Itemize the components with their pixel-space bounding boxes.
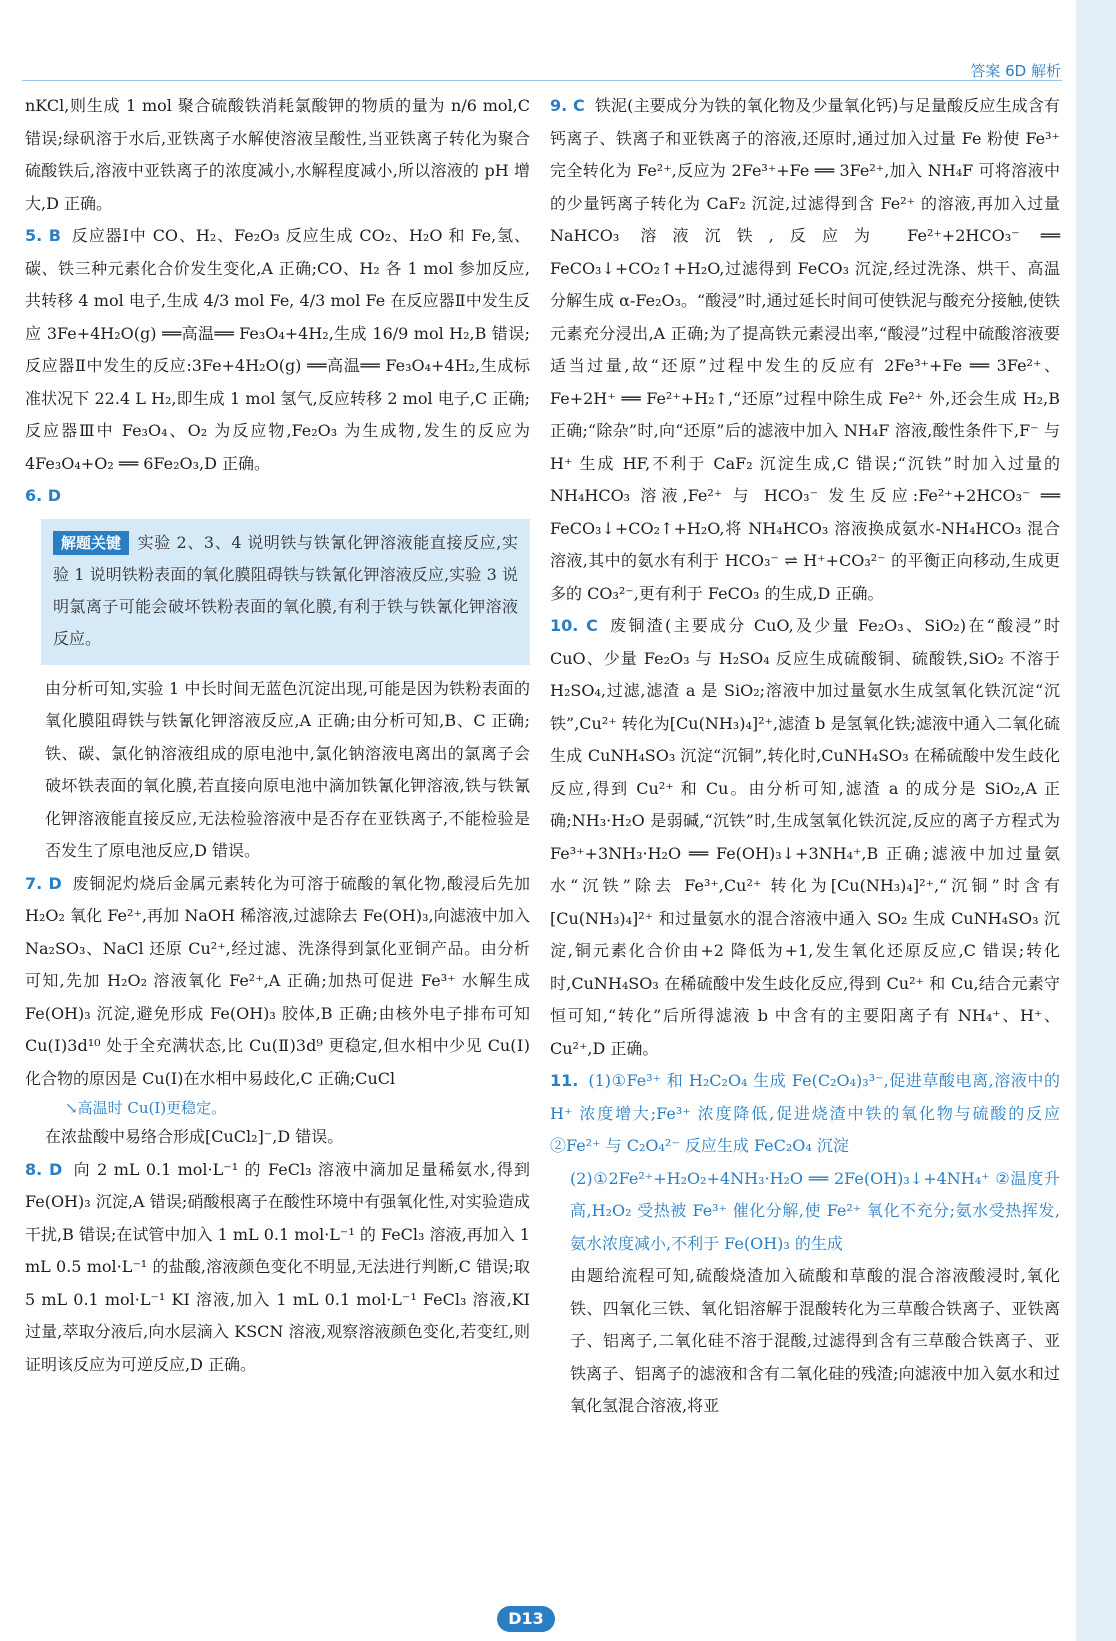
answer-9 — [550, 90, 1060, 610]
answer-7-text: 废铜泥灼烧后金属元素转化为可溶于硫酸的氧化物,酸浸后先加 H₂O₂ 氧化 Fe²⁺,再加 NaOH 稀溶液,过滤除去 Fe(OH)₃,向滤液中加入 Na₂SO₃、NaCl 还原 Cu²⁺,经过滤、洗涤得到氯化亚铜产品。由分析可知,先加 H₂O₂ 溶液氧化 Fe²⁺,A 正确;加热可促进 Fe³⁺ 水解生成 Fe(OH)₃ 沉淀,避免形成 Fe(OH)₃ 胶体,B 正确;由核外电子排布可知 Cu(Ⅰ)3d¹⁰ 处于全充满状态,比 Cu(Ⅱ)3d⁹ 更稳定,但水相中少见 Cu(Ⅰ)化合物的原因是 Cu(Ⅰ)在水相中易歧化,C 正确;CuCl — [25, 873, 531, 1088]
answer-11-explanation: 由题给流程可知,硫酸烧渣加入硫酸和草酸的混合溶液酸浸时,氧化铁、四氧化三铁、氧化铝溶解于混酸转化为三草酸合铁离子、亚铁离子、铝离子,二氧化硅不溶于混酸,过滤得到含有三草酸合铁离子、亚铁离子、铝离子的滤液和含有二氧化硅的残渣;向滤液中加入氨水和过氧化氢混合溶液,将亚 — [570, 1266, 1060, 1415]
header-title: 答案 6D 解析 — [970, 62, 1061, 80]
answer-10-number: 10. C — [550, 616, 598, 635]
answer-5-text: 反应器Ⅰ中 CO、H₂、Fe₂O₃ 反应生成 CO₂、H₂O 和 Fe,氢、碳、铁三种元素化合价发生变化,A 正确;CO、H₂ 各 1 mol 参加反应,共转移 4 mol 电子,生成 4/3 mol Fe, 4/3 mol Fe 在反应器Ⅱ中发生反应 3Fe+4H₂O(g) ══高温══ Fe₃O₄+4H₂,生成 16/9 mol H₂,B 错误;反应器Ⅱ中发生的反应:3Fe+4H₂O(g) ══高温══ Fe₃O₄+4H₂,生成标准状况下 22.4 L H₂,即生成 1 mol 氢气,反应转移 2 mol 电子,C 正确;反应器Ⅲ中 Fe₃O₄、O₂ 为反应物,Fe₂O₃ 为生成物,发生的反应为 4Fe₃O₄+O₂ ══ 6Fe₂O₃,D 正确。 — [25, 226, 530, 473]
right-column — [550, 90, 1060, 1423]
page-number: D13 — [497, 1606, 555, 1632]
answer-6-number: 6. D — [25, 486, 62, 505]
answer-9-text: 铁泥(主要成分为铁的氧化物及少量氧化钙)与足量酸反应生成含有钙离子、铁离子和亚铁离子的溶液,还原时,通过加入过量 Fe 粉使 Fe³⁺ 完全转化为 Fe²⁺,反应为 2Fe³⁺+Fe ══ 3Fe²⁺,加入 NH₄F 可将溶液中的少量钙离子转化为 CaF₂ 沉淀,过滤得到含 Fe²⁺ 的溶液,再加入过量 NaHCO₃ 溶液沉铁,反应为 Fe²⁺+2HCO₃⁻ ══ FeCO₃↓+CO₂↑+H₂O,过滤得到 FeCO₃ 沉淀,经过洗涤、烘干、高温分解生成 α-Fe₂O₃。“酸浸”时,通过延长时间可使铁泥与酸充分接触,使铁元素充分浸出,A 正确;为了提高铁元素浸出率,“酸浸”过程中硫酸溶液要适当过量,故“还原”过程中发生的反应有 2Fe³⁺+Fe ══ 3Fe²⁺、Fe+2H⁺ ══ Fe²⁺+H₂↑,“还原”过程中除生成 Fe²⁺ 外,还会生成 H₂,B 正确;“除杂”时,向“还原”后的滤液中加入 NH₄F 溶液,酸性条件下,F⁻ 与 H⁺ 生成 HF,不利于 CaF₂ 沉淀生成,C 错误;“沉铁”时加入过量的 NH₄HCO₃ 溶液,Fe²⁺ 与 HCO₃⁻ 发生反应:Fe²⁺+2HCO₃⁻ ══ FeCO₃↓+CO₂↑+H₂O,将 NH₄HCO₃ 溶液换成氨水-NH₄HCO₃ 混合溶液,其中的氨水有利于 HCO₃⁻ ⇌ H⁺+CO₃²⁻ 的平衡正向移动,生成更多的 CO₃²⁻,更有利于 FeCO₃ 的生成,D 正确。 — [550, 96, 1060, 603]
answer-6 — [25, 480, 530, 868]
answer-10 — [550, 610, 1060, 1065]
key-tip-label: 解题关键 — [53, 531, 129, 555]
answer-10-text: 废铜渣(主要成分 CuO,及少量 Fe₂O₃、SiO₂)在“酸浸”时 CuO、少量 Fe₂O₃ 与 H₂SO₄ 反应生成硫酸铜、硫酸铁,SiO₂ 不溶于 H₂SO₄,过滤,滤渣 a 是 SiO₂;溶液中加过量氨水生成氢氧化铁沉淀“沉铁”,Cu²⁺ 转化为[Cu(NH₃)₄]²⁺,滤渣 b 是氢氧化铁;滤液中通入二氧化硫生成 CuNH₄SO₃ 沉淀“沉铜”,转化时,CuNH₄SO₃ 在稀硫酸中发生歧化反应,得到 Cu²⁺ 和 Cu。由分析可知,滤渣 a 的成分是 SiO₂,A 正确;NH₃·H₂O 是弱碱,“沉铁”时,生成氢氧化铁沉淀,反应的离子方程式为 Fe³⁺+3NH₃·H₂O ══ Fe(OH)₃↓+3NH₄⁺,B 正确;滤液中加过量氨水“沉铁”除去 Fe³⁺,Cu²⁺ 转化为[Cu(NH₃)₄]²⁺,“沉铜”时含有[Cu(NH₃)₄]²⁺ 和过量氨水的混合溶液中通入 SO₂ 生成 CuNH₄SO₃ 沉淀,铜元素化合价由+2 降低为+1,发生氧化还原反应,C 错误;转化时,CuNH₄SO₃ 在稀硫酸中发生歧化反应,得到 Cu²⁺ 和 Cu,结合元素守恒可知,“转化”后所得滤液 b 中含有的主要阳离子有 NH₄⁺、H⁺、Cu²⁺,D 正确。 — [550, 616, 1060, 1058]
handwritten-note: ↘高温时 Cu(Ⅰ)更稳定。 — [65, 1099, 227, 1117]
answer-5-number: 5. B — [25, 226, 61, 245]
answer-11-part1: (1)①Fe³⁺ 和 H₂C₂O₄ 生成 Fe(C₂O₄)₃³⁻,促进草酸电离,溶液中的 H⁺ 浓度增大;Fe³⁺ 浓度降低,促进烧渣中铁的氧化物与硫酸的反应 ②Fe²⁺ 与 C₂O₄²⁻ 反应生成 FeC₂O₄ 沉淀 — [550, 1071, 1060, 1155]
answer-7-text2: 在浓盐酸中易络合形成[CuCl₂]⁻,D 错误。 — [45, 1127, 344, 1146]
answer-continuation: nKCl,则生成 1 mol 聚合硫酸铁消耗氯酸钾的物质的量为 n/6 mol,C 错误;绿矾溶于水后,亚铁离子水解使溶液呈酸性,当亚铁离子转化为聚合硫酸铁后,溶液中亚铁离子的浓度减小,水解程度减小,所以溶液的 pH 增大,D 正确。 — [25, 96, 530, 213]
answer-6-text: 由分析可知,实验 1 中长时间无蓝色沉淀出现,可能是因为铁粉表面的氧化膜阻碍铁与铁氰化钾溶液反应,A 正确;由分析可知,B、C 正确;铁、碳、氯化钠溶液组成的原电池中,氯化钠溶液电离出的氯离子会破坏铁表面的氧化膜,若直接向原电池中滴加铁氰化钾溶液,铁与铁氰化钾溶液能直接反应,无法检验溶液中是否存在亚铁离子,不能检验是否发生了原电池反应,D 错误。 — [45, 678, 530, 860]
answer-11-number: 11. — [550, 1071, 579, 1090]
answer-11-part2: (2)①2Fe²⁺+H₂O₂+4NH₃·H₂O ══ 2Fe(OH)₃↓+4NH₄⁺ ②温度升高,H₂O₂ 受热被 Fe³⁺ 催化分解,使 Fe²⁺ 氧化不充分;氨水受热挥发,氨水浓度减小,不利于 Fe(OH)₃ 的生成 — [570, 1168, 1060, 1253]
answer-7 — [25, 868, 530, 1154]
answer-9-number: 9. C — [550, 96, 585, 115]
answer-5 — [25, 220, 530, 480]
side-band — [1076, 0, 1116, 1641]
key-tip-text: 实验 2、3、4 说明铁与铁氰化钾溶液能直接反应,实验 1 说明铁粉表面的氧化膜阻碍铁与铁氰化钾溶液反应,实验 3 说明氯离子可能会破坏铁粉表面的氧化膜,有利于铁与铁氰化钾溶液反应。 — [53, 532, 518, 648]
answer-8-text: 向 2 mL 0.1 mol·L⁻¹ 的 FeCl₃ 溶液中滴加足量稀氨水,得到 Fe(OH)₃ 沉淀,A 错误;硝酸根离子在酸性环境中有强氧化性,对实验造成干扰,B 错误;在试管中加入 1 mL 0.1 mol·L⁻¹ 的 FeCl₃ 溶液,再加入 1 mL 0.5 mol·L⁻¹ 的盐酸,溶液颜色变化不明显,无法进行判断,C 错误;取 5 mL 0.1 mol·L⁻¹ KI 溶液,加入 1 mL 0.1 mol·L⁻¹ FeCl₃ 溶液,KI 过量,萃取分液后,向水层滴入 KSCN 溶液,观察溶液颜色变化,若变红,则证明该反应为可逆反应,D 正确。 — [25, 1159, 531, 1374]
answer-7-number: 7. D — [25, 873, 62, 893]
answer-8-number: 8. D — [25, 1159, 63, 1179]
left-column — [25, 90, 530, 1381]
answer-8 — [25, 1154, 530, 1382]
key-tip-box — [41, 519, 530, 665]
answer-11 — [550, 1065, 1060, 1423]
header-rule — [22, 80, 1062, 81]
